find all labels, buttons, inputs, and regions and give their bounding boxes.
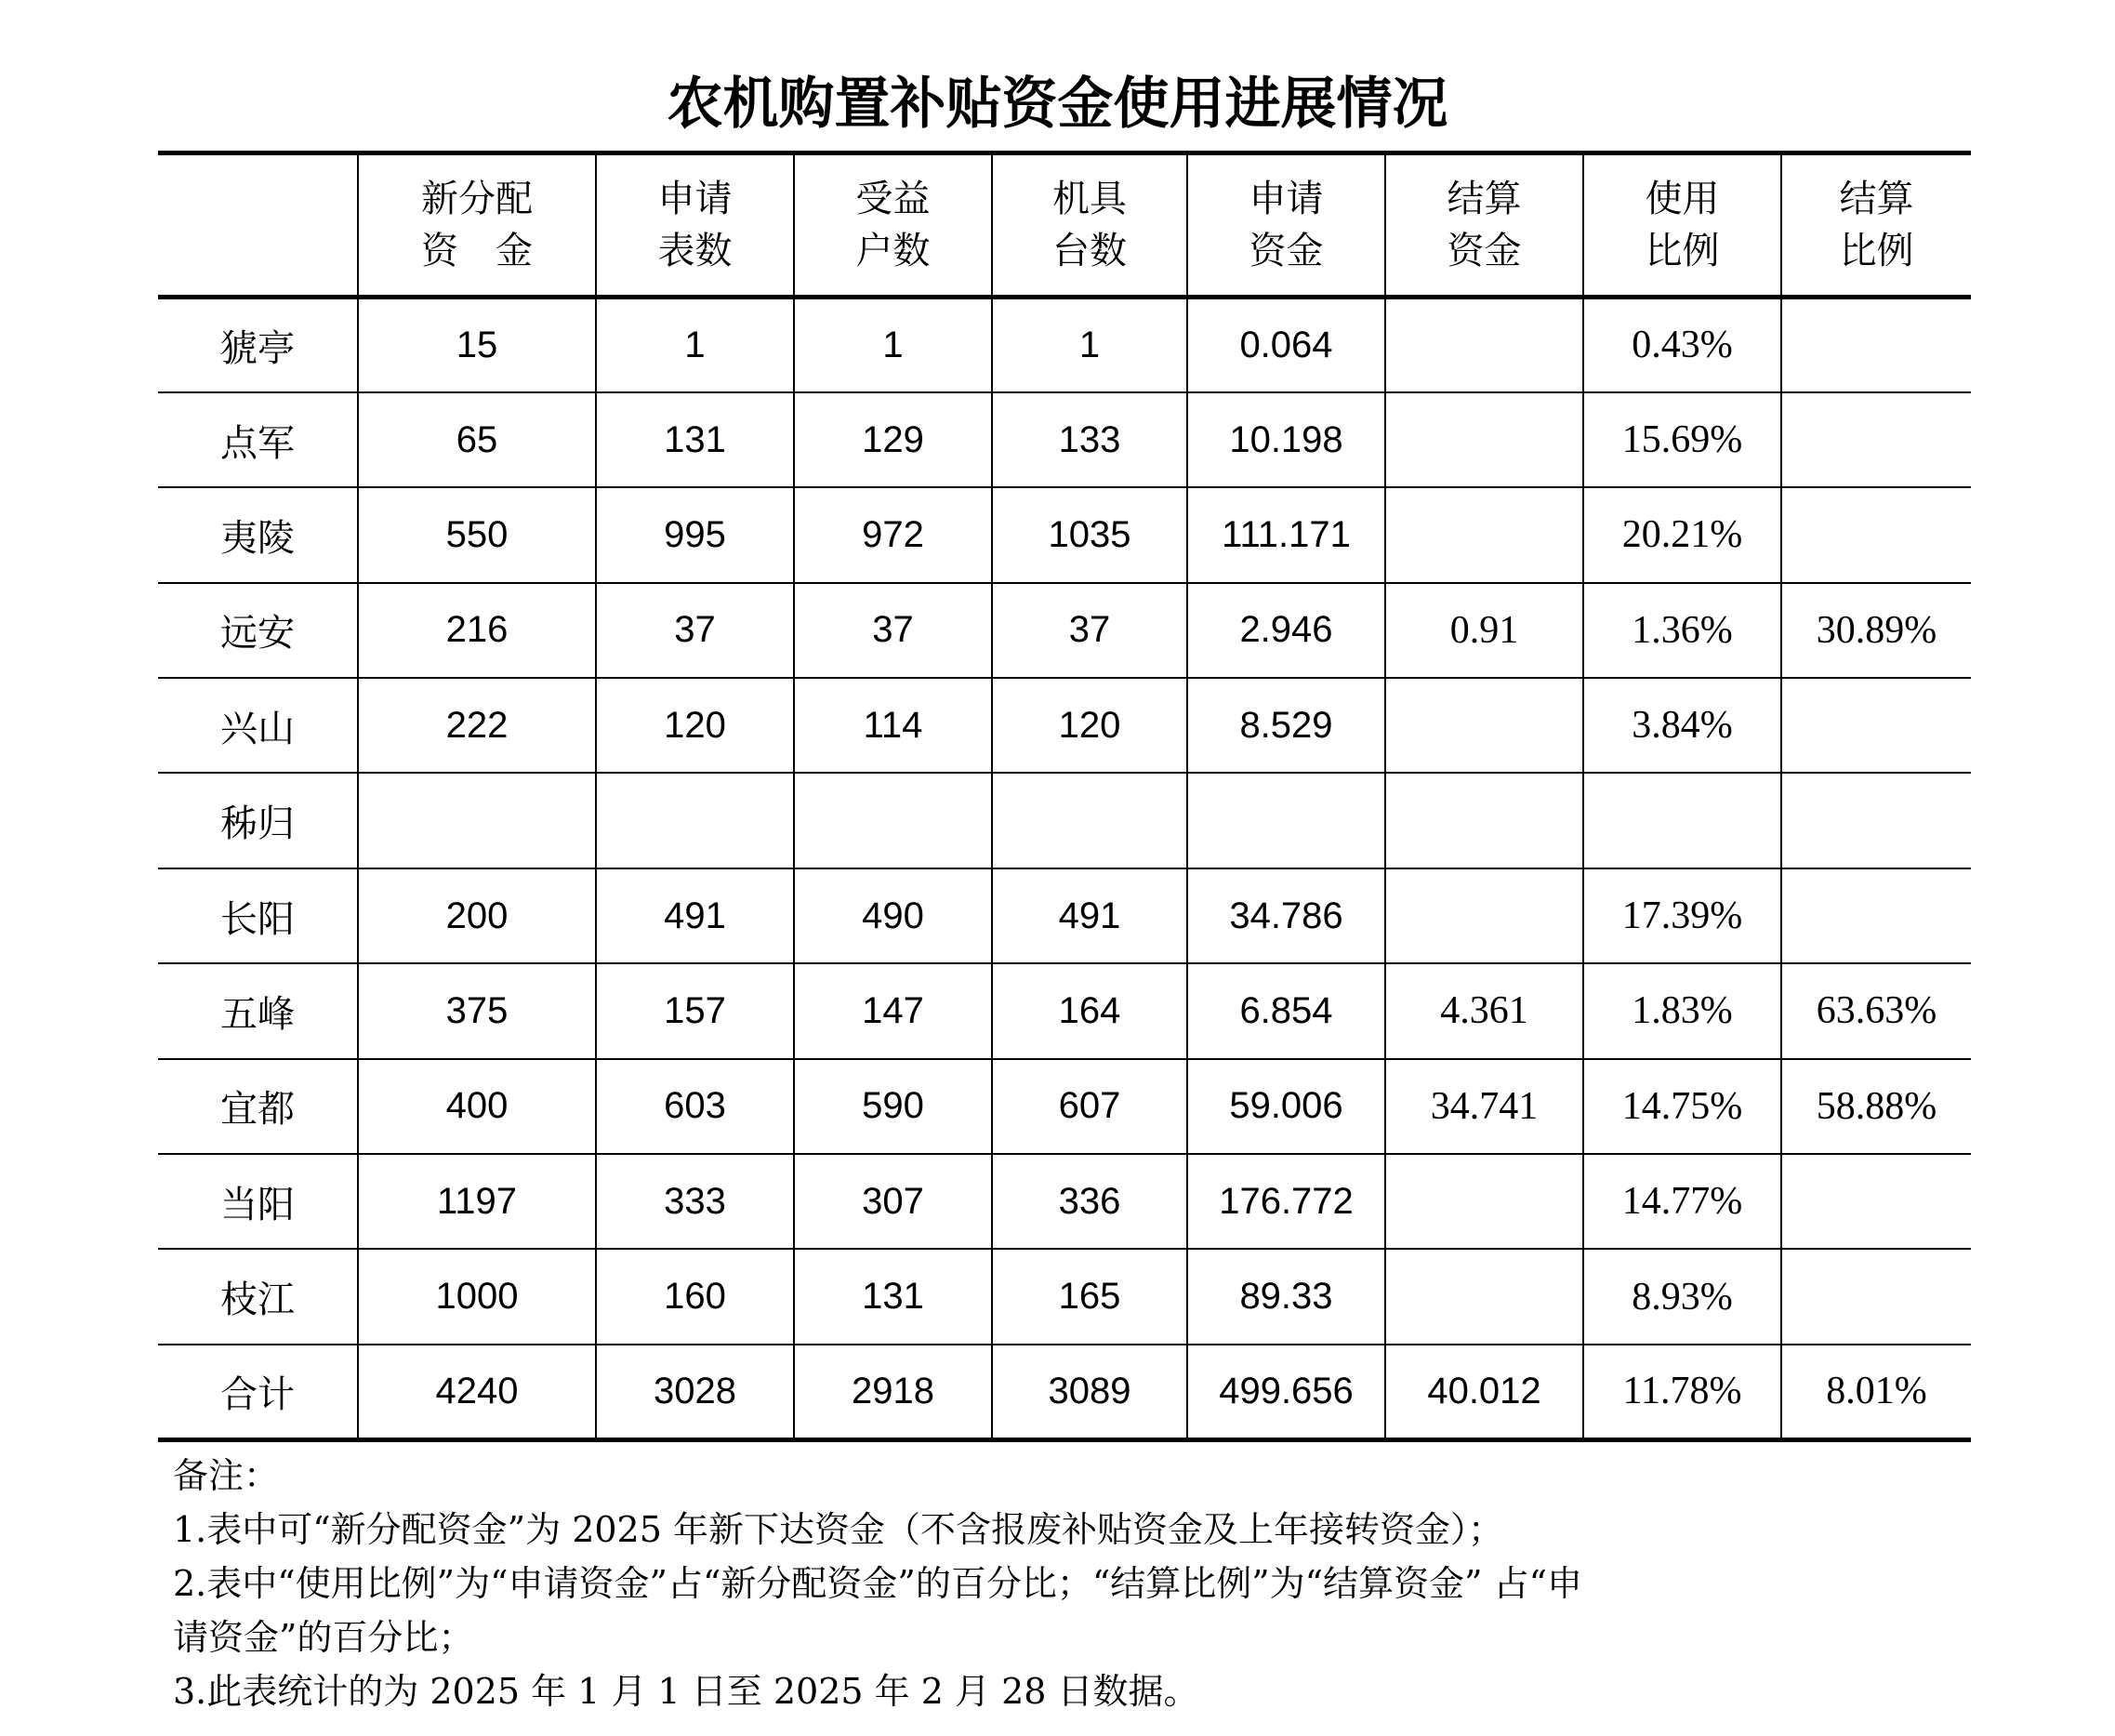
table-cell: 176.772 <box>1187 1154 1385 1249</box>
table-row <box>158 963 1971 1058</box>
table-cell <box>1781 392 1971 487</box>
table-cell <box>1781 298 1971 392</box>
table-cell: 8.01% <box>1781 1345 1971 1439</box>
table-cell: 58.88% <box>1781 1059 1971 1154</box>
table-cell: 3089 <box>992 1345 1187 1439</box>
column-header-line2: 表数 <box>657 230 733 272</box>
table-cell <box>596 773 794 868</box>
table-cell: 0.91 <box>1385 583 1583 678</box>
table-cell <box>1385 773 1583 868</box>
table-cell: 59.006 <box>1187 1059 1385 1154</box>
table-cell: 34.786 <box>1187 868 1385 963</box>
table-cell <box>1385 298 1583 392</box>
table-cell: 160 <box>596 1249 794 1344</box>
table-cell: 972 <box>794 487 992 582</box>
table-cell: 120 <box>596 678 794 773</box>
table-cell <box>1781 773 1971 868</box>
table-cell: 607 <box>992 1059 1187 1154</box>
table-cell: 2.946 <box>1187 583 1385 678</box>
table-cell <box>1385 1249 1583 1344</box>
column-header-line1: 新分配 <box>421 178 533 220</box>
table-row <box>158 1345 1971 1439</box>
table-cell: 307 <box>794 1154 992 1249</box>
column-header-0 <box>158 153 358 298</box>
column-header-line2: 比例 <box>1645 230 1720 272</box>
table-cell: 1000 <box>358 1249 596 1344</box>
table-row <box>158 1249 1971 1344</box>
table-cell: 164 <box>992 963 1187 1058</box>
table-cell: 34.741 <box>1385 1059 1583 1154</box>
region-cell: 兴山 <box>158 678 358 773</box>
region-cell: 五峰 <box>158 963 358 1058</box>
table-cell: 400 <box>358 1059 596 1154</box>
table-cell: 65 <box>358 392 596 487</box>
column-header-8 <box>1781 153 1971 298</box>
column-header-6 <box>1385 153 1583 298</box>
column-header-line2: 资金 <box>1447 230 1522 272</box>
table-cell: 590 <box>794 1059 992 1154</box>
note-line: 请资金”的百分比； <box>173 1617 474 1658</box>
table-cell <box>1781 868 1971 963</box>
column-header-2 <box>596 153 794 298</box>
table-cell: 20.21% <box>1583 487 1781 582</box>
region-cell: 猇亭 <box>158 298 358 392</box>
table-cell: 165 <box>992 1249 1187 1344</box>
table-cell: 89.33 <box>1187 1249 1385 1344</box>
column-header-line2: 资 金 <box>421 230 533 272</box>
table-cell: 1197 <box>358 1154 596 1249</box>
table-cell: 1 <box>992 298 1187 392</box>
column-header-line2: 户数 <box>855 230 931 272</box>
table-cell: 3.84% <box>1583 678 1781 773</box>
column-header-line2: 比例 <box>1839 230 1914 272</box>
table-header-row <box>158 153 1971 298</box>
region-cell: 远安 <box>158 583 358 678</box>
table-cell: 1.36% <box>1583 583 1781 678</box>
table-cell: 0.064 <box>1187 298 1385 392</box>
table-cell: 30.89% <box>1781 583 1971 678</box>
column-header-5 <box>1187 153 1385 298</box>
table-cell: 333 <box>596 1154 794 1249</box>
table-cell: 995 <box>596 487 794 582</box>
table-cell <box>1781 678 1971 773</box>
region-cell: 宜都 <box>158 1059 358 1154</box>
table-cell: 603 <box>596 1059 794 1154</box>
column-header-line1: 申请 <box>657 178 733 220</box>
subsidy-table <box>158 151 1971 1442</box>
table-cell: 133 <box>992 392 1187 487</box>
table-cell: 15 <box>358 298 596 392</box>
note-line: 3.此表统计的为 2025 年 1 月 1 日至 2025 年 2 月 28 日数据。 <box>173 1671 1199 1712</box>
table-cell <box>1385 487 1583 582</box>
note-line: 1.表中可“新分配资金”为 2025 年新下达资金（不含报废补贴资金及上年接转资金）； <box>173 1509 1503 1550</box>
table-cell: 17.39% <box>1583 868 1781 963</box>
table-cell: 336 <box>992 1154 1187 1249</box>
table-cell: 37 <box>596 583 794 678</box>
column-header-line2: 资金 <box>1249 230 1324 272</box>
table-cell: 14.77% <box>1583 1154 1781 1249</box>
table-cell: 6.854 <box>1187 963 1385 1058</box>
table-cell: 131 <box>596 392 794 487</box>
table-cell: 147 <box>794 963 992 1058</box>
table-row <box>158 678 1971 773</box>
table-cell: 120 <box>992 678 1187 773</box>
column-header-4 <box>992 153 1187 298</box>
table-cell: 4.361 <box>1385 963 1583 1058</box>
table-cell: 129 <box>794 392 992 487</box>
region-cell: 秭归 <box>158 773 358 868</box>
note-line: 备注： <box>173 1455 280 1496</box>
table-cell: 3028 <box>596 1345 794 1439</box>
table-cell: 37 <box>992 583 1187 678</box>
table-cell: 1 <box>596 298 794 392</box>
table-row <box>158 868 1971 963</box>
table-cell <box>1781 1249 1971 1344</box>
column-header-line2: 台数 <box>1052 230 1127 272</box>
table-cell <box>1385 1154 1583 1249</box>
table-cell: 1 <box>794 298 992 392</box>
table-cell: 1.83% <box>1583 963 1781 1058</box>
table-cell: 499.656 <box>1187 1345 1385 1439</box>
table-cell <box>794 773 992 868</box>
table-cell: 14.75% <box>1583 1059 1781 1154</box>
column-header-1 <box>358 153 596 298</box>
region-cell: 点军 <box>158 392 358 487</box>
table-cell: 2918 <box>794 1345 992 1439</box>
table-cell: 111.171 <box>1187 487 1385 582</box>
table-cell <box>1583 773 1781 868</box>
column-header-line1: 使用 <box>1645 178 1720 220</box>
page-title: 农机购置补贴资金使用进展情况 <box>667 72 1448 137</box>
table-cell <box>1385 392 1583 487</box>
table-cell: 157 <box>596 963 794 1058</box>
column-header-3 <box>794 153 992 298</box>
table-row <box>158 298 1971 392</box>
table-cell <box>1385 678 1583 773</box>
table-cell: 63.63% <box>1781 963 1971 1058</box>
note-line: 2.表中“使用比例”为“申请资金”占“新分配资金”的百分比；“结算比例”为“结算资金” 占“申 <box>173 1563 1583 1604</box>
region-cell: 长阳 <box>158 868 358 963</box>
column-header-7 <box>1583 153 1781 298</box>
region-cell: 合计 <box>158 1345 358 1439</box>
table-cell: 491 <box>992 868 1187 963</box>
table-row <box>158 583 1971 678</box>
table-cell: 10.198 <box>1187 392 1385 487</box>
table-cell: 490 <box>794 868 992 963</box>
table-cell <box>1385 868 1583 963</box>
table-cell: 0.43% <box>1583 298 1781 392</box>
table-cell: 40.012 <box>1385 1345 1583 1439</box>
table-cell: 114 <box>794 678 992 773</box>
table-cell: 8.529 <box>1187 678 1385 773</box>
table-cell <box>358 773 596 868</box>
table-cell: 222 <box>358 678 596 773</box>
table-row <box>158 1154 1971 1249</box>
table-cell: 37 <box>794 583 992 678</box>
table-cell: 8.93% <box>1583 1249 1781 1344</box>
table-cell: 1035 <box>992 487 1187 582</box>
region-cell: 夷陵 <box>158 487 358 582</box>
table-cell: 216 <box>358 583 596 678</box>
table-row <box>158 1059 1971 1154</box>
table-cell: 4240 <box>358 1345 596 1439</box>
table-cell: 11.78% <box>1583 1345 1781 1439</box>
table-cell <box>1187 773 1385 868</box>
table-cell: 375 <box>358 963 596 1058</box>
column-header-line1: 机具 <box>1052 178 1127 220</box>
region-cell: 枝江 <box>158 1249 358 1344</box>
column-header-line1: 结算 <box>1447 178 1522 220</box>
table-row <box>158 773 1971 868</box>
column-header-line1: 结算 <box>1839 178 1914 220</box>
table-cell: 15.69% <box>1583 392 1781 487</box>
table-cell <box>1781 487 1971 582</box>
table-cell: 550 <box>358 487 596 582</box>
table-cell <box>1781 1154 1971 1249</box>
table-cell: 200 <box>358 868 596 963</box>
table-cell <box>992 773 1187 868</box>
table-cell: 131 <box>794 1249 992 1344</box>
table-row <box>158 487 1971 582</box>
notes-section <box>173 1449 1967 1718</box>
column-header-line1: 受益 <box>855 178 931 220</box>
region-cell: 当阳 <box>158 1154 358 1249</box>
table-cell: 491 <box>596 868 794 963</box>
table-row <box>158 392 1971 487</box>
column-header-line1: 申请 <box>1249 178 1324 220</box>
